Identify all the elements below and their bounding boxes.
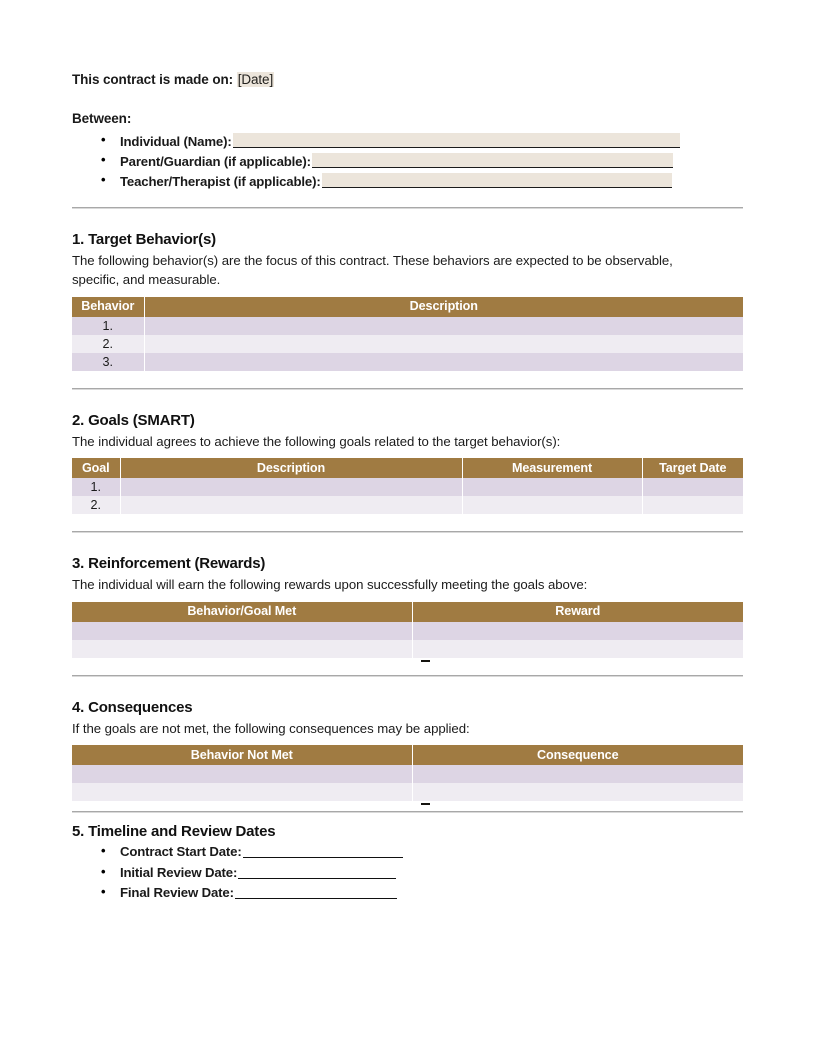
table-row: [72, 478, 743, 496]
timeline-dates-list: [72, 842, 743, 904]
table-row: [72, 317, 743, 335]
column-header-description: Description: [144, 297, 743, 317]
consequences-table: [72, 745, 743, 801]
section-4-body: If the goals are not met, the following consequences may be applied:: [72, 720, 470, 736]
cell-goal-index: 2.: [72, 496, 120, 514]
reinforcement-table: [72, 602, 743, 658]
between-heading: Between:: [72, 110, 132, 126]
cell-goal-description[interactable]: [120, 496, 462, 514]
cell-consequence[interactable]: [412, 783, 743, 801]
date-label-initial-review: Initial Review Date:: [120, 864, 238, 880]
date-label-contract-start: Contract Start Date:: [120, 844, 242, 860]
table-row: [72, 335, 743, 353]
parties-list: [72, 131, 743, 191]
cell-behavior-description[interactable]: [144, 335, 743, 353]
table-header-row: [72, 458, 743, 478]
cell-goal-measurement[interactable]: [462, 478, 642, 496]
table-row: [72, 783, 743, 801]
column-header-reward: Reward: [412, 602, 743, 622]
party-label-parent-guardian: Parent/Guardian (if applicable):: [120, 153, 311, 169]
target-behaviors-table: [72, 297, 743, 371]
date-item-final-review: [72, 883, 743, 904]
cell-goal-target-date[interactable]: [642, 478, 743, 496]
section-3-body: The individual will earn the following rewards upon successfully meeting the goals above:: [72, 577, 588, 593]
cell-goal-target-date[interactable]: [642, 496, 743, 514]
party-label-teacher-therapist: Teacher/Therapist (if applicable):: [120, 173, 321, 189]
column-header-behavior-not-met: Behavior Not Met: [72, 745, 412, 765]
column-header-target-date: Target Date: [642, 458, 743, 478]
cell-behavior-not-met[interactable]: [72, 783, 412, 801]
party-input-individual[interactable]: [233, 133, 680, 148]
column-header-behavior-goal-met: Behavior/Goal Met: [72, 602, 412, 622]
contract-date-placeholder[interactable]: [Date]: [237, 72, 274, 87]
column-header-goal: Goal: [72, 458, 120, 478]
column-header-measurement: Measurement: [462, 458, 642, 478]
dash-mark: [421, 660, 430, 662]
contract-date-label: This contract is made on:: [72, 72, 234, 87]
cell-behavior-not-met[interactable]: [72, 765, 412, 783]
cell-behavior-index: 3.: [72, 353, 144, 371]
party-item-individual: [72, 131, 743, 151]
table-row: [72, 353, 743, 371]
cell-reward[interactable]: [412, 622, 743, 640]
table-header-row: [72, 745, 743, 765]
cell-consequence[interactable]: [412, 765, 743, 783]
dash-mark: [421, 803, 430, 805]
date-label-final-review: Final Review Date:: [120, 885, 234, 901]
table-row: [72, 622, 743, 640]
cell-goal-description[interactable]: [120, 478, 462, 496]
table-row: [72, 765, 743, 783]
section-4-title: 4. Consequences: [72, 698, 193, 716]
column-header-consequence: Consequence: [412, 745, 743, 765]
goals-table: [72, 458, 743, 514]
table-header-row: [72, 297, 743, 317]
date-item-contract-start: [72, 842, 743, 863]
section-1-title: 1. Target Behavior(s): [72, 230, 216, 248]
party-input-parent-guardian[interactable]: [312, 153, 673, 168]
table-header-row: [72, 602, 743, 622]
section-2-body: The individual agrees to achieve the following goals related to the target behavior(s):: [72, 433, 561, 449]
party-label-individual: Individual (Name):: [120, 133, 232, 149]
cell-goal-index: 1.: [72, 478, 120, 496]
cell-behavior-description[interactable]: [144, 317, 743, 335]
date-item-initial-review: [72, 863, 743, 884]
cell-behavior-goal-met[interactable]: [72, 622, 412, 640]
column-header-behavior: Behavior: [72, 297, 144, 317]
cell-behavior-index: 1.: [72, 317, 144, 335]
cell-reward[interactable]: [412, 640, 743, 658]
cell-behavior-index: 2.: [72, 335, 144, 353]
cell-behavior-goal-met[interactable]: [72, 640, 412, 658]
date-input-final-review[interactable]: [235, 886, 397, 899]
section-2-title: 2. Goals (SMART): [72, 411, 195, 429]
cell-behavior-description[interactable]: [144, 353, 743, 371]
column-header-description: Description: [120, 458, 462, 478]
party-item-teacher-therapist: [72, 171, 743, 191]
party-input-teacher-therapist[interactable]: [322, 173, 672, 188]
table-row: [72, 640, 743, 658]
party-item-parent-guardian: [72, 151, 743, 171]
contract-date-line: [72, 72, 743, 89]
date-input-initial-review[interactable]: [238, 866, 396, 879]
cell-goal-measurement[interactable]: [462, 496, 642, 514]
section-1-body: The following behavior(s) are the focus of this contract. These behaviors are expected to be observable, specific, and measurable.: [72, 252, 673, 288]
date-input-contract-start[interactable]: [243, 845, 403, 858]
section-3-title: 3. Reinforcement (Rewards): [72, 555, 266, 573]
table-row: [72, 496, 743, 514]
section-5-title: 5. Timeline and Review Dates: [72, 823, 276, 841]
